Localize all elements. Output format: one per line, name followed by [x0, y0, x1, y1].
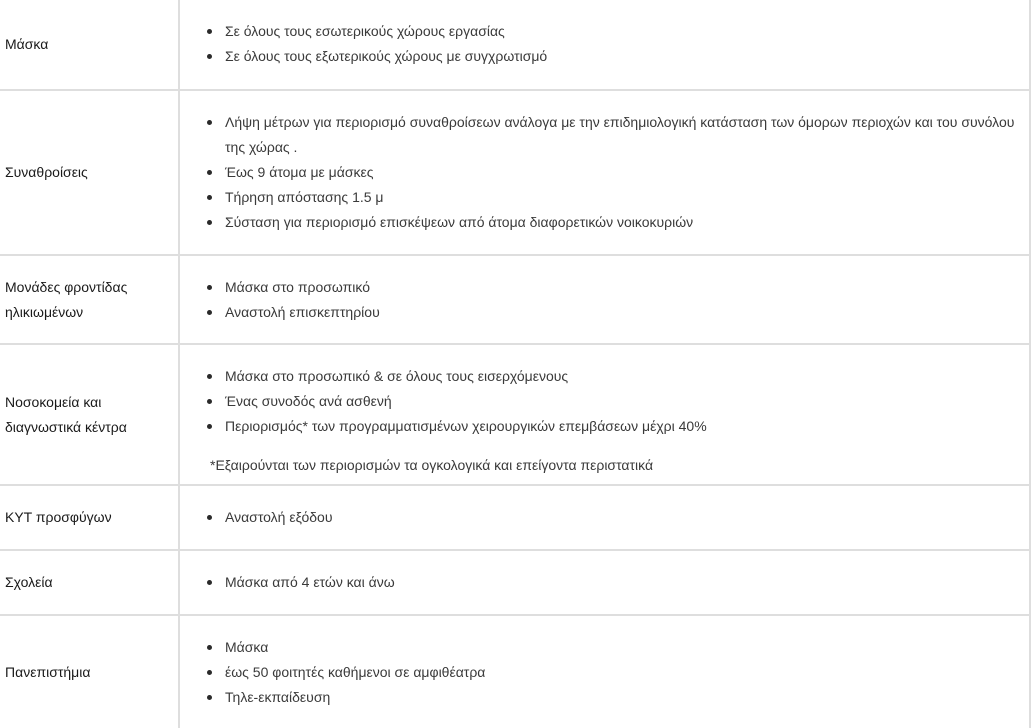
list-item: Τήρηση απόστασης 1.5 μ: [205, 185, 1020, 210]
table-row: [0, 549, 1031, 614]
list-item: Σε όλους τους εσωτερικούς χώρους εργασίας: [205, 19, 1020, 44]
measure-list: [205, 635, 1020, 710]
list-item: Περιορισμός* των προγραμματισμένων χειρουργικών επεμβάσεων μέχρι 40%: [205, 414, 1020, 439]
row-label: Σχολεία: [5, 574, 53, 590]
list-item: Σύσταση για περιορισμό επισκέψεων από άτομα διαφορετικών νοικοκυριών: [205, 210, 1020, 235]
list-item: Έως 9 άτομα με μάσκες: [205, 160, 1020, 185]
table-row: [0, 343, 1031, 484]
measure-list: [205, 570, 1020, 595]
list-item: Αναστολή επισκεπτηρίου: [205, 300, 1020, 325]
list-item: Μάσκα: [205, 635, 1020, 660]
table-row: [0, 614, 1031, 728]
measure-list: [205, 275, 1020, 325]
list-item: Ένας συνοδός ανά ασθενή: [205, 389, 1020, 414]
column-divider: [178, 0, 180, 728]
list-item: Λήψη μέτρων για περιορισμό συναθροίσεων ανάλογα με την επιδημιολογική κατάσταση των όμορων περιοχών και του συνόλου της χώρας .: [205, 110, 1020, 160]
measure-list: [205, 110, 1020, 235]
list-item: έως 50 φοιτητές καθήμενοι σε αμφιθέατρα: [205, 660, 1020, 685]
footnote: *Εξαιρούνται των περιορισμών τα ογκολογικά και επείγοντα περιστατικά: [210, 457, 654, 473]
list-item: Μάσκα στο προσωπικό: [205, 275, 1020, 300]
row-label: Συναθροίσεις: [5, 164, 88, 180]
table-row: [0, 89, 1031, 254]
table-row: [0, 0, 1031, 89]
table-row: [0, 484, 1031, 549]
table-row: [0, 254, 1031, 343]
row-label: Μάσκα: [5, 36, 49, 52]
row-label: Νοσοκομεία και διαγνωστικά κέντρα: [5, 394, 127, 435]
list-item: Αναστολή εξόδου: [205, 505, 1020, 530]
row-label: Πανεπιστήμια: [5, 664, 91, 680]
list-item: Μάσκα από 4 ετών και άνω: [205, 570, 1020, 595]
list-item: Σε όλους τους εξωτερικούς χώρους με συγχρωτισμό: [205, 44, 1020, 69]
measure-list: [205, 19, 1020, 69]
row-label: ΚΥΤ προσφύγων: [5, 509, 112, 525]
list-item: Τηλε-εκπαίδευση: [205, 685, 1020, 710]
measure-list: [205, 364, 1020, 439]
measure-list: [205, 505, 1020, 530]
list-item: Μάσκα στο προσωπικό & σε όλους τους εισερχόμενους: [205, 364, 1020, 389]
row-label: Μονάδες φροντίδας ηλικιωμένων: [5, 279, 128, 320]
